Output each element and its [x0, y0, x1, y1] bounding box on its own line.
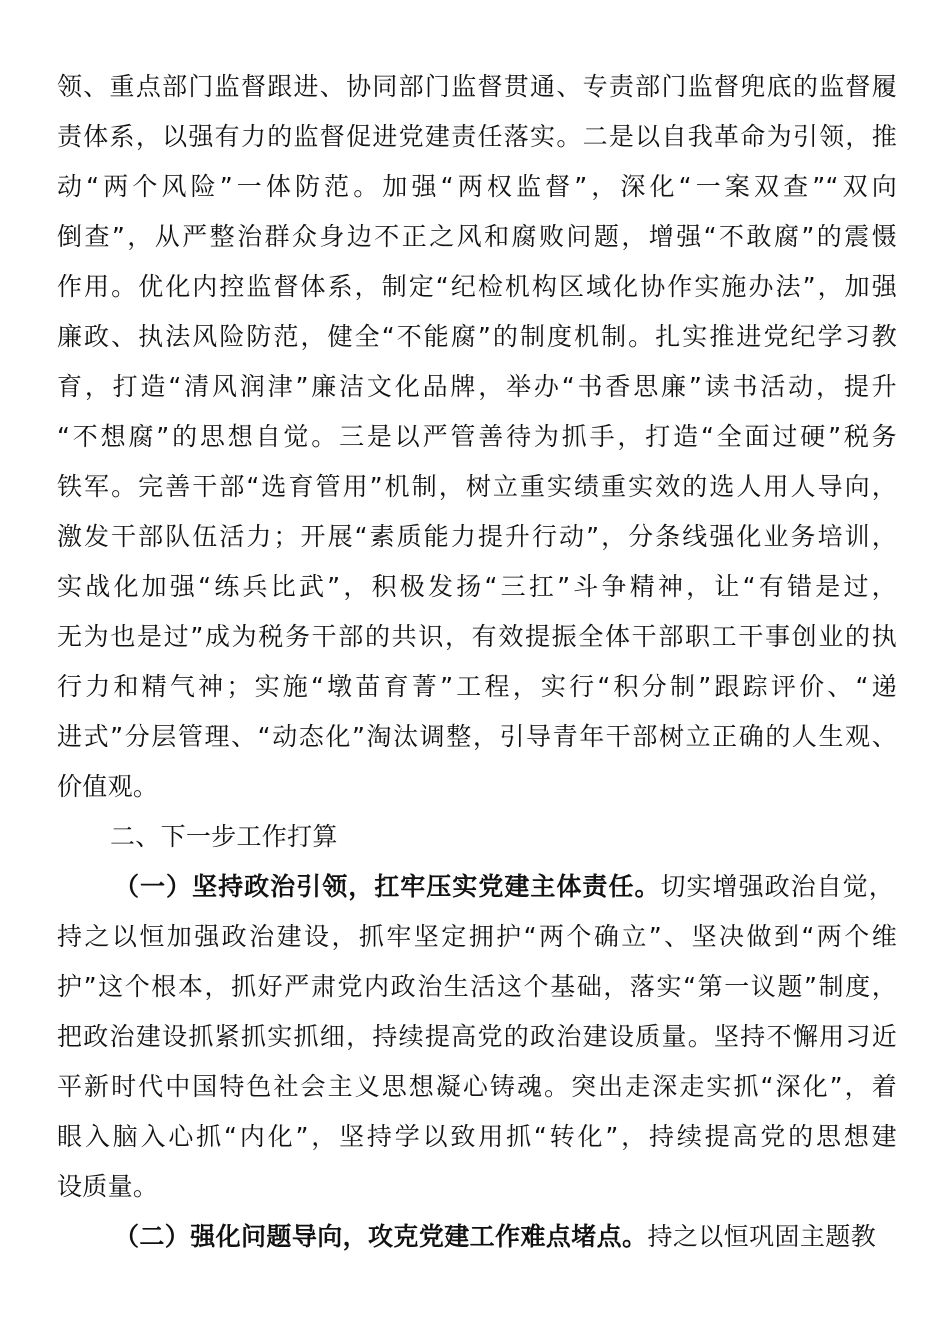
paragraph-line: 倒查”，从严整治群众身边不正之风和腐败问题，增强“不敢腐”的震慑	[57, 222, 897, 251]
paragraph-line: 持之以恒加强政治建设，抓牢坚定拥护“两个确立”、坚决做到“两个维	[57, 922, 897, 951]
paragraph-line: 作用。优化内控监督体系，制定“纪检机构区域化协作实施办法”，加强	[57, 272, 897, 301]
paragraph-line: 铁军。完善干部“选育管用”机制，树立重实绩重实效的选人用人导向，	[57, 472, 897, 501]
subsection-2-first-line	[114, 1217, 876, 1257]
subsection-2-first-line-rest: 持之以恒巩固主题教	[647, 1222, 876, 1251]
paragraph-line: 眼入脑入心抓“内化”，坚持学以致用抓“转化”，持续提高党的思想建	[57, 1122, 897, 1151]
subsection-1-title: （一）坚持政治引领，扛牢压实党建主体责任。	[114, 872, 661, 901]
subsection-1-first-line	[114, 867, 894, 907]
paragraph-line: 平新时代中国特色社会主义思想凝心铸魂。突出走深走实抓“深化”，着	[57, 1072, 897, 1101]
subsection-1-first-line-rest: 切实增强政治自觉，	[660, 872, 894, 901]
paragraph-line: 护”这个根本，抓好严肃党内政治生活这个基础，落实“第一议题”制度，	[57, 972, 897, 1001]
paragraph-line: 领、重点部门监督跟进、协同部门监督贯通、专责部门监督兜底的监督履	[57, 72, 897, 101]
paragraph-line: 行力和精气神；实施“墩苗育菁”工程，实行“积分制”跟踪评价、“递	[57, 672, 897, 701]
paragraph-line: 廉政、执法风险防范，健全“不能腐”的制度机制。扎实推进党纪学习教	[57, 322, 897, 351]
paragraph-line: 设质量。	[57, 1172, 159, 1201]
paragraph-line: 激发干部队伍活力；开展“素质能力提升行动”，分条线强化业务培训，	[57, 522, 897, 551]
paragraph-line: “不想腐”的思想自觉。三是以严管善待为抓手，打造“全面过硬”税务	[57, 422, 897, 451]
paragraph-line: 育，打造“清风润津”廉洁文化品牌，举办“书香思廉”读书活动，提升	[57, 372, 897, 401]
paragraph-line: 责体系，以强有力的监督促进党建责任落实。二是以自我革命为引领，推	[57, 122, 897, 151]
paragraph-line: 动“两个风险”一体防范。加强“两权监督”，深化“一案双查”“双向	[57, 172, 897, 201]
paragraph-line: 无为也是过”成为税务干部的共识，有效提振全体干部职工干事创业的执	[57, 622, 897, 651]
paragraph-line: 价值观。	[57, 772, 159, 801]
section-heading: 二、下一步工作打算	[110, 822, 338, 851]
paragraph-line: 实战化加强“练兵比武”，积极发扬“三扛”斗争精神，让“有错是过，	[57, 572, 897, 601]
paragraph-line: 把政治建设抓紧抓实抓细，持续提高党的政治建设质量。坚持不懈用习近	[57, 1022, 897, 1051]
paragraph-line: 进式”分层管理、“动态化”淘汰调整，引导青年干部树立正确的人生观、	[57, 722, 897, 751]
subsection-2-title: （二）强化问题导向，攻克党建工作难点堵点。	[114, 1222, 648, 1251]
